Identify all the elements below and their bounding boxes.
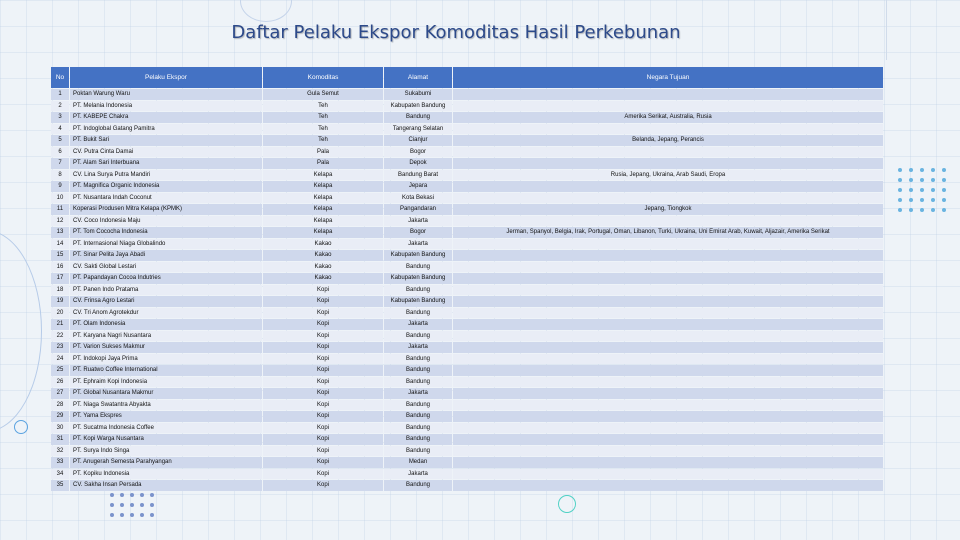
table-row xyxy=(51,319,883,330)
cell-pelaku: CV. Tri Anom Agrotekdur xyxy=(70,308,262,319)
cell-pelaku: PT. Ephraim Kopi Indonesia xyxy=(70,377,262,388)
cell-no: 28 xyxy=(51,400,69,411)
cell-alamat: Bandung xyxy=(384,400,452,411)
cell-komoditas: Pala xyxy=(263,158,383,169)
dot xyxy=(898,168,902,172)
page-title: Daftar Pelaku Ekspor Komoditas Hasil Perkebunan xyxy=(231,22,681,43)
cell-alamat: Bandung xyxy=(384,331,452,342)
cell-komoditas: Teh xyxy=(263,124,383,135)
cell-pelaku: PT. Melania Indonesia xyxy=(70,101,262,112)
table-row xyxy=(51,158,883,169)
cell-no: 10 xyxy=(51,193,69,204)
cell-no: 34 xyxy=(51,469,69,480)
dot xyxy=(942,188,946,192)
cell-pelaku: PT. KABEPE Chakra xyxy=(70,112,262,123)
cell-komoditas: Kopi xyxy=(263,319,383,330)
cell-pelaku: PT. Papandayan Cocoa Indutries xyxy=(70,273,262,284)
decorative-arc-left xyxy=(0,230,42,432)
cell-negara: Amerika Serikat, Australia, Rusia xyxy=(453,112,883,123)
cell-pelaku: PT. Indokopi Jaya Prima xyxy=(70,354,262,365)
table-row xyxy=(51,411,883,422)
table-row xyxy=(51,216,883,227)
cell-alamat: Bandung xyxy=(384,285,452,296)
cell-alamat: Depok xyxy=(384,158,452,169)
cell-komoditas: Kopi xyxy=(263,388,383,399)
cell-alamat: Jakarta xyxy=(384,319,452,330)
cell-alamat: Kabupaten Bandung xyxy=(384,296,452,307)
cell-no: 6 xyxy=(51,147,69,158)
cell-komoditas: Kelapa xyxy=(263,193,383,204)
cell-negara xyxy=(453,285,883,296)
cell-pelaku: CV. Coco Indonesia Maju xyxy=(70,216,262,227)
cell-negara xyxy=(453,262,883,273)
table-row xyxy=(51,204,883,215)
cell-pelaku: PT. Karyana Nagri Nusantara xyxy=(70,331,262,342)
cell-pelaku: PT. Kopi Warga Nusantara xyxy=(70,434,262,445)
cell-no: 2 xyxy=(51,101,69,112)
cell-no: 1 xyxy=(51,89,69,100)
table-row xyxy=(51,181,883,192)
cell-alamat: Kabupaten Bandung xyxy=(384,101,452,112)
cell-no: 12 xyxy=(51,216,69,227)
cell-komoditas: Kelapa xyxy=(263,227,383,238)
cell-pelaku: Koperasi Produsen Mitra Kelapa (KPMK) xyxy=(70,204,262,215)
dot xyxy=(909,198,913,202)
cell-alamat: Jakarta xyxy=(384,216,452,227)
table-row xyxy=(51,193,883,204)
cell-alamat: Bogor xyxy=(384,147,452,158)
cell-negara xyxy=(453,457,883,468)
dot xyxy=(898,208,902,212)
cell-komoditas: Teh xyxy=(263,101,383,112)
dot xyxy=(120,493,124,497)
dot xyxy=(931,208,935,212)
decorative-circle-bottom xyxy=(558,495,576,513)
cell-pelaku: Poktan Warung Waru xyxy=(70,89,262,100)
cell-komoditas: Pala xyxy=(263,147,383,158)
cell-no: 24 xyxy=(51,354,69,365)
cell-alamat: Jepara xyxy=(384,181,452,192)
table-row xyxy=(51,377,883,388)
cell-negara xyxy=(453,446,883,457)
decorative-dots-bottom xyxy=(110,493,154,517)
cell-no: 31 xyxy=(51,434,69,445)
dot xyxy=(909,188,913,192)
cell-pelaku: PT. Surya Indo Singa xyxy=(70,446,262,457)
cell-alamat: Jakarta xyxy=(384,469,452,480)
cell-pelaku: PT. Magnifica Organic Indonesia xyxy=(70,181,262,192)
cell-no: 21 xyxy=(51,319,69,330)
dot xyxy=(898,188,902,192)
cell-negara xyxy=(453,331,883,342)
cell-alamat: Jakarta xyxy=(384,342,452,353)
cell-negara xyxy=(453,158,883,169)
cell-komoditas: Kopi xyxy=(263,354,383,365)
table-row xyxy=(51,388,883,399)
cell-alamat: Bandung xyxy=(384,365,452,376)
cell-alamat: Jakarta xyxy=(384,388,452,399)
cell-negara xyxy=(453,250,883,261)
cell-komoditas: Kelapa xyxy=(263,170,383,181)
cell-komoditas: Kopi xyxy=(263,446,383,457)
cell-no: 29 xyxy=(51,411,69,422)
cell-pelaku: PT. Alam Sari Interbuana xyxy=(70,158,262,169)
dot xyxy=(909,168,913,172)
dot xyxy=(110,513,114,517)
cell-pelaku: PT. Bukit Sari xyxy=(70,135,262,146)
cell-pelaku: PT. Kopiku Indonesia xyxy=(70,469,262,480)
dot xyxy=(130,513,134,517)
dot xyxy=(120,503,124,507)
cell-alamat: Sukabumi xyxy=(384,89,452,100)
cell-negara xyxy=(453,239,883,250)
dot xyxy=(942,178,946,182)
decorative-dots-right xyxy=(898,168,946,212)
cell-negara xyxy=(453,124,883,135)
cell-pelaku: PT. Nusantara Indah Coconut xyxy=(70,193,262,204)
header-alamat: Alamat xyxy=(384,67,452,88)
cell-negara xyxy=(453,216,883,227)
table-row xyxy=(51,112,883,123)
dot xyxy=(931,168,935,172)
dot xyxy=(942,168,946,172)
cell-no: 19 xyxy=(51,296,69,307)
cell-pelaku: PT. Olam Indonesia xyxy=(70,319,262,330)
cell-no: 8 xyxy=(51,170,69,181)
dot xyxy=(898,178,902,182)
cell-no: 30 xyxy=(51,423,69,434)
cell-komoditas: Kopi xyxy=(263,423,383,434)
cell-komoditas: Kopi xyxy=(263,411,383,422)
cell-negara xyxy=(453,147,883,158)
cell-negara xyxy=(453,400,883,411)
cell-no: 27 xyxy=(51,388,69,399)
cell-no: 26 xyxy=(51,377,69,388)
cell-komoditas: Gula Semut xyxy=(263,89,383,100)
cell-alamat: Kabupaten Bandung xyxy=(384,250,452,261)
cell-pelaku: PT. Anugerah Semesta Parahyangan xyxy=(70,457,262,468)
cell-komoditas: Kopi xyxy=(263,480,383,491)
table-row xyxy=(51,423,883,434)
table-row xyxy=(51,250,883,261)
dot xyxy=(130,503,134,507)
cell-pelaku: PT. Internasional Niaga Globalindo xyxy=(70,239,262,250)
cell-alamat: Bandung xyxy=(384,434,452,445)
cell-alamat: Bandung xyxy=(384,262,452,273)
table-row xyxy=(51,239,883,250)
cell-pelaku: PT. Sucatma Indonesia Coffee xyxy=(70,423,262,434)
cell-negara xyxy=(453,377,883,388)
cell-pelaku: CV. Sakha Insan Persada xyxy=(70,480,262,491)
dot xyxy=(150,503,154,507)
cell-negara: Jerman, Spanyol, Belgia, Irak, Portugal, Oman, Libanon, Turki, Ukraina, Uni Emirat Arab, Kuwait, Aljazair, Amerika Serikat xyxy=(453,227,883,238)
dot xyxy=(920,188,924,192)
cell-pelaku: PT. Global Nusantara Makmur xyxy=(70,388,262,399)
dot xyxy=(120,513,124,517)
cell-komoditas: Kopi xyxy=(263,365,383,376)
table-row xyxy=(51,469,883,480)
table-row xyxy=(51,227,883,238)
cell-no: 35 xyxy=(51,480,69,491)
dot xyxy=(110,493,114,497)
dot xyxy=(909,178,913,182)
cell-komoditas: Kakao xyxy=(263,273,383,284)
cell-negara xyxy=(453,423,883,434)
cell-alamat: Kota Bekasi xyxy=(384,193,452,204)
header-pelaku: Pelaku Ekspor xyxy=(70,67,262,88)
cell-alamat: Bandung xyxy=(384,308,452,319)
cell-pelaku: PT. Varion Sukses Makmur xyxy=(70,342,262,353)
cell-komoditas: Kopi xyxy=(263,308,383,319)
cell-alamat: Bogor xyxy=(384,227,452,238)
cell-alamat: Bandung xyxy=(384,423,452,434)
decorative-arc-top xyxy=(240,0,292,22)
cell-negara xyxy=(453,319,883,330)
exporter-table xyxy=(50,66,884,492)
cell-no: 25 xyxy=(51,365,69,376)
dot xyxy=(920,198,924,202)
cell-negara xyxy=(453,296,883,307)
table-row xyxy=(51,308,883,319)
table-row xyxy=(51,89,883,100)
cell-no: 23 xyxy=(51,342,69,353)
cell-komoditas: Kopi xyxy=(263,434,383,445)
cell-negara xyxy=(453,365,883,376)
cell-alamat: Bandung xyxy=(384,480,452,491)
cell-komoditas: Kelapa xyxy=(263,204,383,215)
cell-negara: Rusia, Jepang, Ukraina, Arab Saudi, Eropa xyxy=(453,170,883,181)
cell-negara xyxy=(453,354,883,365)
cell-alamat: Bandung xyxy=(384,411,452,422)
cell-no: 33 xyxy=(51,457,69,468)
dot xyxy=(140,493,144,497)
cell-komoditas: Teh xyxy=(263,135,383,146)
cell-pelaku: PT. Indoglobal Gatang Pamitra xyxy=(70,124,262,135)
table-row xyxy=(51,331,883,342)
table-row xyxy=(51,480,883,491)
table-row xyxy=(51,434,883,445)
cell-alamat: Bandung xyxy=(384,112,452,123)
cell-no: 20 xyxy=(51,308,69,319)
cell-no: 13 xyxy=(51,227,69,238)
dot xyxy=(150,493,154,497)
cell-komoditas: Kakao xyxy=(263,239,383,250)
cell-komoditas: Kopi xyxy=(263,285,383,296)
cell-pelaku: CV. Lina Surya Putra Mandiri xyxy=(70,170,262,181)
dot xyxy=(920,178,924,182)
cell-no: 11 xyxy=(51,204,69,215)
cell-alamat: Bandung Barat xyxy=(384,170,452,181)
cell-pelaku: PT. Yama Ekspres xyxy=(70,411,262,422)
cell-no: 9 xyxy=(51,181,69,192)
cell-komoditas: Kopi xyxy=(263,342,383,353)
cell-komoditas: Kopi xyxy=(263,296,383,307)
header-negara: Negara Tujuan xyxy=(453,67,883,88)
cell-no: 18 xyxy=(51,285,69,296)
cell-no: 16 xyxy=(51,262,69,273)
cell-pelaku: CV. Sakti Global Lestari xyxy=(70,262,262,273)
cell-negara: Belanda, Jepang, Perancis xyxy=(453,135,883,146)
table-row xyxy=(51,170,883,181)
table-row xyxy=(51,124,883,135)
cell-pelaku: CV. Frinsa Agro Lestari xyxy=(70,296,262,307)
dot xyxy=(140,513,144,517)
cell-komoditas: Kelapa xyxy=(263,216,383,227)
cell-pelaku: PT. Tom Cococha Indonesia xyxy=(70,227,262,238)
cell-negara xyxy=(453,308,883,319)
cell-negara xyxy=(453,434,883,445)
dot xyxy=(942,208,946,212)
cell-alamat: Bandung xyxy=(384,446,452,457)
dot xyxy=(898,198,902,202)
cell-negara xyxy=(453,469,883,480)
dot xyxy=(110,503,114,507)
cell-alamat: Tangerang Selatan xyxy=(384,124,452,135)
cell-komoditas: Kelapa xyxy=(263,181,383,192)
table-row xyxy=(51,446,883,457)
dot xyxy=(931,198,935,202)
header-komoditas: Komoditas xyxy=(263,67,383,88)
cell-komoditas: Kopi xyxy=(263,377,383,388)
cell-alamat: Medan xyxy=(384,457,452,468)
cell-alamat: Bandung xyxy=(384,354,452,365)
table-row xyxy=(51,296,883,307)
cell-negara xyxy=(453,388,883,399)
cell-negara xyxy=(453,101,883,112)
cell-alamat: Bandung xyxy=(384,377,452,388)
cell-no: 22 xyxy=(51,331,69,342)
table-row xyxy=(51,354,883,365)
cell-komoditas: Kopi xyxy=(263,331,383,342)
cell-negara: Jepang, Tiongkok xyxy=(453,204,883,215)
cell-komoditas: Kakao xyxy=(263,262,383,273)
dot xyxy=(942,198,946,202)
cell-pelaku: PT. Panen Indo Pratama xyxy=(70,285,262,296)
table-row xyxy=(51,101,883,112)
decorative-circle-left xyxy=(14,420,28,434)
dot xyxy=(920,208,924,212)
table-row xyxy=(51,285,883,296)
dot xyxy=(150,513,154,517)
cell-negara xyxy=(453,480,883,491)
cell-no: 4 xyxy=(51,124,69,135)
cell-no: 32 xyxy=(51,446,69,457)
cell-pelaku: PT. Sinar Pelita Jaya Abadi xyxy=(70,250,262,261)
table-row xyxy=(51,365,883,376)
cell-no: 7 xyxy=(51,158,69,169)
cell-negara xyxy=(453,193,883,204)
table-body xyxy=(51,89,883,491)
cell-alamat: Pangandaran xyxy=(384,204,452,215)
cell-no: 14 xyxy=(51,239,69,250)
table-row xyxy=(51,400,883,411)
cell-komoditas: Kopi xyxy=(263,457,383,468)
table-row xyxy=(51,273,883,284)
table-row xyxy=(51,262,883,273)
table-header-row xyxy=(51,67,883,88)
cell-no: 3 xyxy=(51,112,69,123)
dot xyxy=(130,493,134,497)
table-row xyxy=(51,457,883,468)
cell-alamat: Jakarta xyxy=(384,239,452,250)
table-row xyxy=(51,147,883,158)
cell-negara xyxy=(453,411,883,422)
cell-negara xyxy=(453,89,883,100)
cell-alamat: Cianjur xyxy=(384,135,452,146)
cell-no: 5 xyxy=(51,135,69,146)
dot xyxy=(920,168,924,172)
cell-komoditas: Teh xyxy=(263,112,383,123)
cell-alamat: Kabupaten Bandung xyxy=(384,273,452,284)
table-row xyxy=(51,342,883,353)
dot xyxy=(931,188,935,192)
cell-pelaku: CV. Putra Cinta Damai xyxy=(70,147,262,158)
dot xyxy=(909,208,913,212)
cell-negara xyxy=(453,273,883,284)
cell-pelaku: PT. Niaga Swatantra Abyakta xyxy=(70,400,262,411)
cell-no: 15 xyxy=(51,250,69,261)
cell-negara xyxy=(453,342,883,353)
table-row xyxy=(51,135,883,146)
cell-pelaku: PT. Ruatwo Coffee International xyxy=(70,365,262,376)
header-no: No xyxy=(51,67,69,88)
cell-negara xyxy=(453,181,883,192)
dot xyxy=(140,503,144,507)
cell-komoditas: Kakao xyxy=(263,250,383,261)
dot xyxy=(931,178,935,182)
cell-komoditas: Kopi xyxy=(263,400,383,411)
cell-no: 17 xyxy=(51,273,69,284)
cell-komoditas: Kopi xyxy=(263,469,383,480)
